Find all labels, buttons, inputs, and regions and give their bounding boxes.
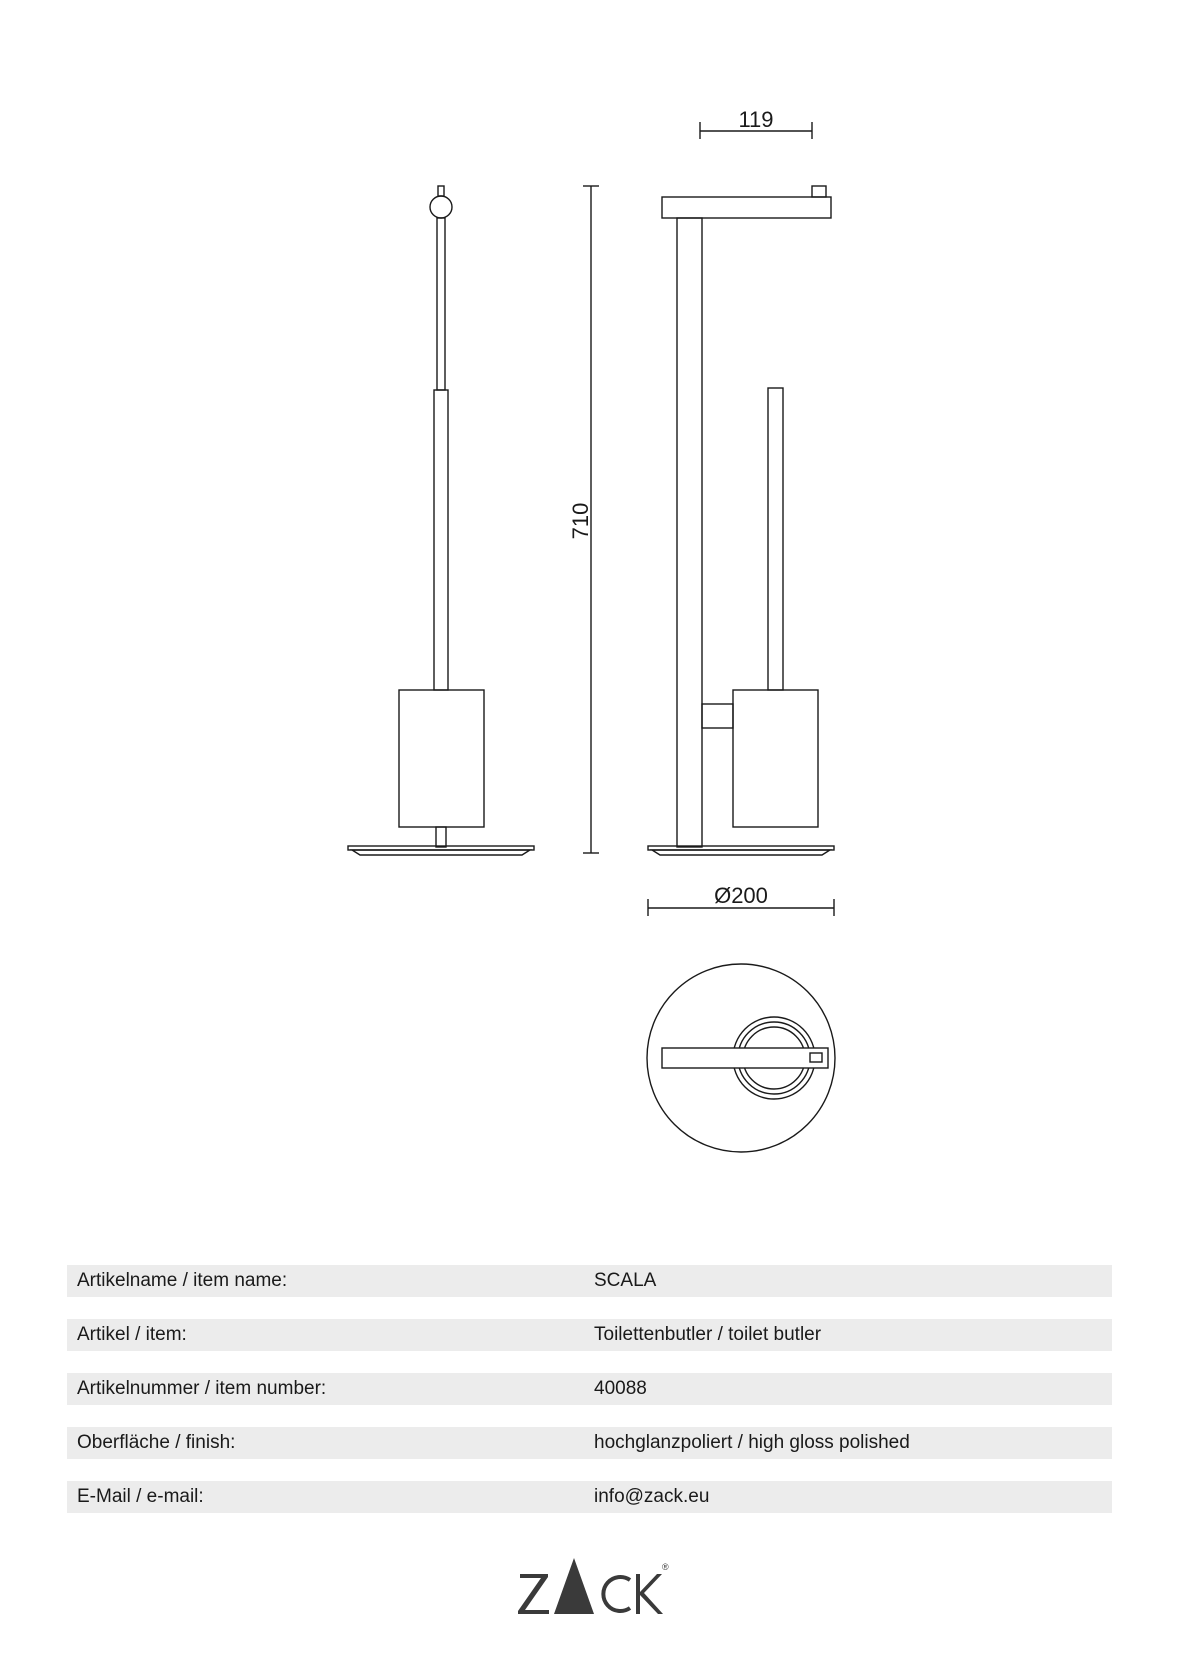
width-dimension-label: 119 xyxy=(738,107,774,132)
height-dimension xyxy=(568,186,599,853)
spec-label: Artikel / item: xyxy=(77,1324,187,1345)
front-view xyxy=(648,107,834,855)
side-view xyxy=(348,186,534,855)
spec-value: SCALA xyxy=(594,1270,657,1291)
spec-value: Toilettenbutler / toilet butler xyxy=(594,1324,822,1345)
spec-value: info@zack.eu xyxy=(594,1486,710,1507)
spec-label: Artikelnummer / item number: xyxy=(77,1378,327,1399)
height-dimension-label: 710 xyxy=(568,502,593,540)
spec-value: 40088 xyxy=(594,1378,647,1399)
spec-row-email xyxy=(67,1481,1112,1513)
spec-table xyxy=(67,1265,1112,1535)
spec-label: E-Mail / e-mail: xyxy=(77,1486,204,1507)
top-view xyxy=(647,964,835,1152)
diameter-dimension-label: Ø200 xyxy=(714,883,768,908)
spec-row-item-number xyxy=(67,1373,1112,1405)
diameter-dimension xyxy=(648,883,834,916)
spec-label: Artikelname / item name: xyxy=(77,1270,288,1291)
spec-row-item xyxy=(67,1319,1112,1351)
spec-value: hochglanzpoliert / high gloss polished xyxy=(594,1432,910,1453)
spec-label: Oberfläche / finish: xyxy=(77,1432,236,1453)
spec-row-finish xyxy=(67,1427,1112,1459)
spec-row-item-name xyxy=(67,1265,1112,1297)
zack-logo xyxy=(512,1548,672,1618)
registered-mark: ® xyxy=(662,1562,669,1572)
